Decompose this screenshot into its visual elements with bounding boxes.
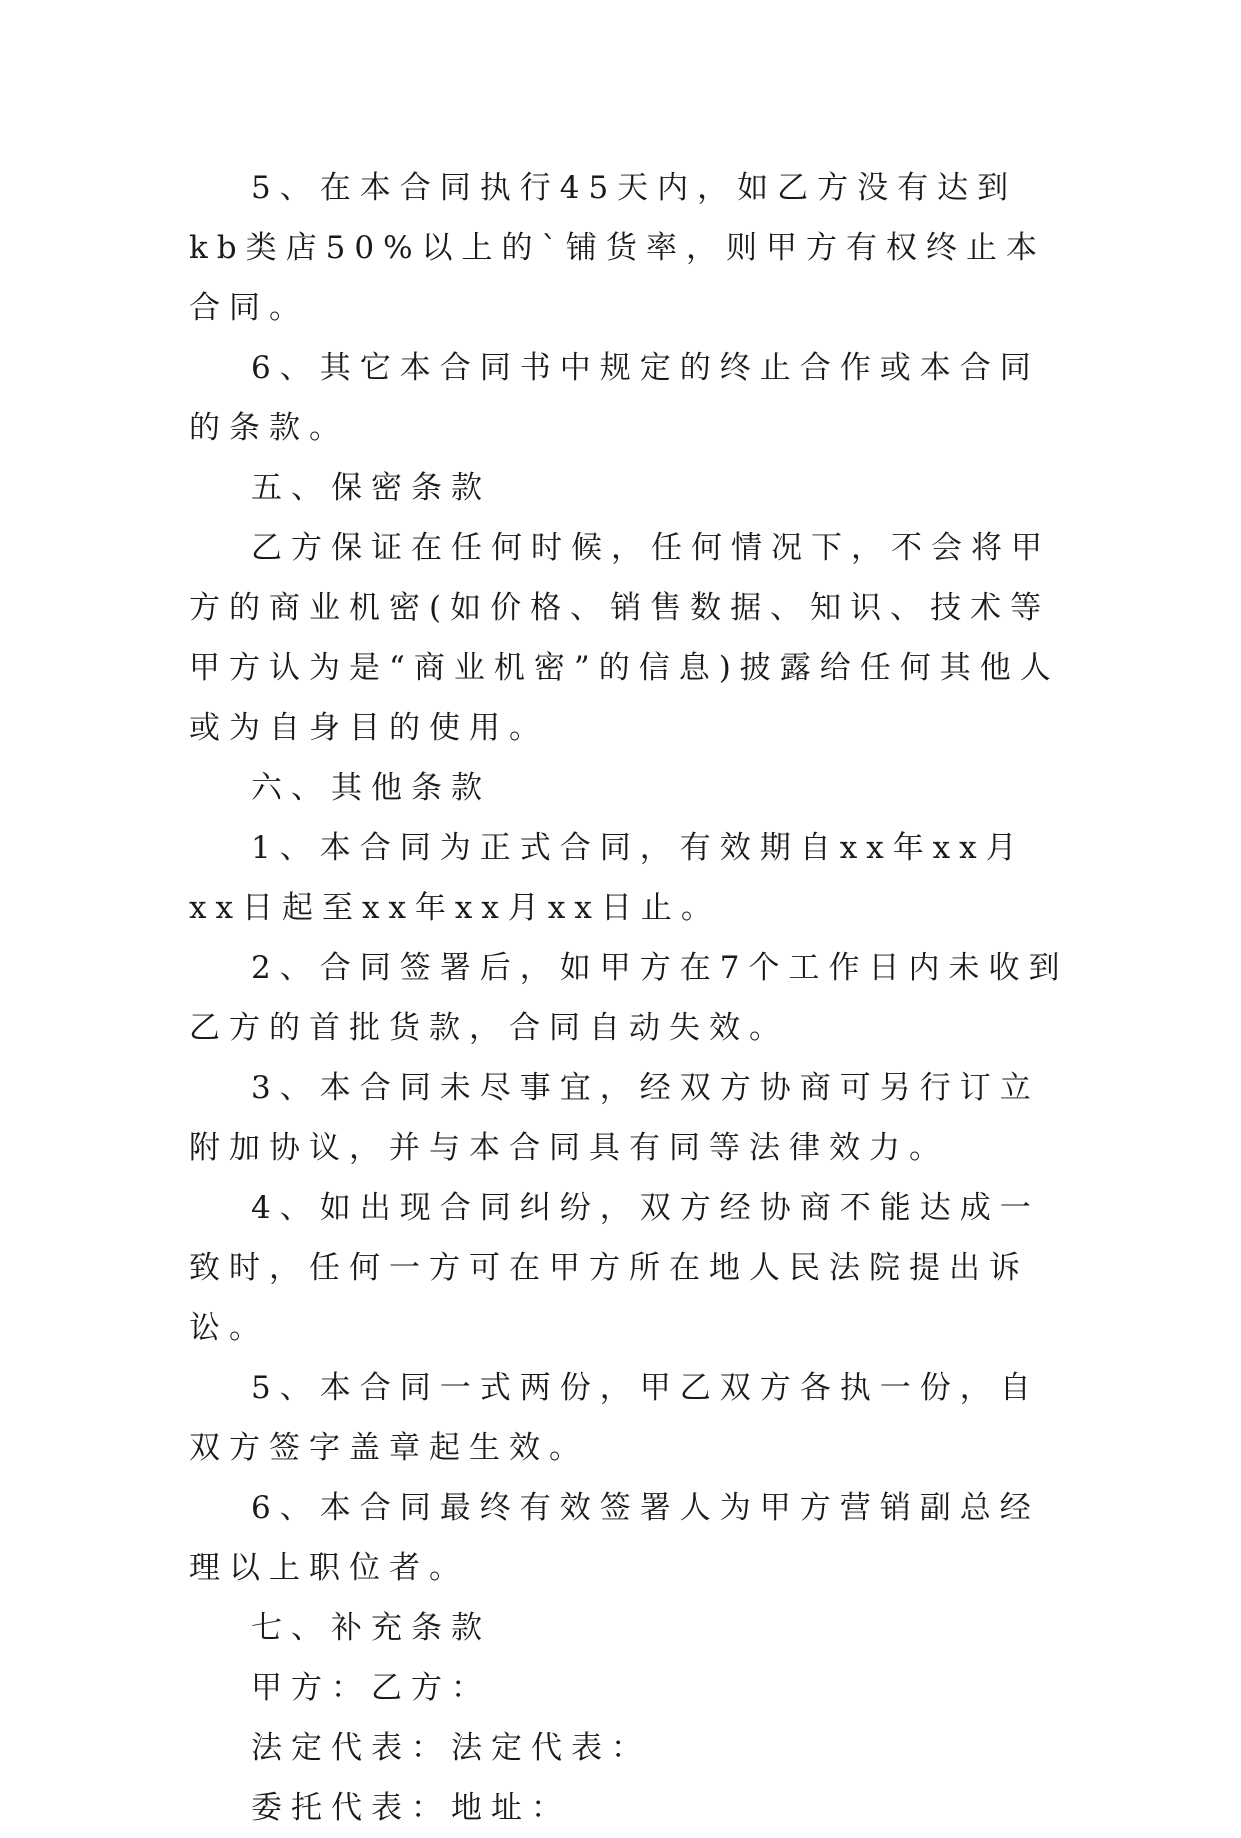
section-heading-supplementary-terms: 七、补充条款 — [251, 1610, 491, 1646]
clause-6-6-paragraph: 6、本合同最终有效签署人为甲方营销副总经理以上职位者。 — [189, 1490, 1040, 1586]
clause-4-5-paragraph: 5、在本合同执行45天内，如乙方没有达到kb类店50%以上的`铺货率，则甲方有权终止本合同。 — [189, 170, 1047, 326]
clause-4-6-paragraph: 6、其它本合同书中规定的终止合作或本合同的条款。 — [189, 350, 1040, 446]
section-heading-other-terms: 六、其他条款 — [251, 770, 491, 806]
clause-6-1-paragraph: 1、本合同为正式合同，有效期自xx年xx月xx日起至xx年xx月xx日止。 — [189, 830, 1026, 926]
section-heading-confidentiality: 五、保密条款 — [251, 470, 491, 506]
signature-line-parties: 甲方：乙方： — [251, 1670, 491, 1706]
clause-6-5-paragraph: 5、本合同一式两份，甲乙双方各执一份，自双方签字盖章起生效。 — [189, 1370, 1040, 1466]
signature-line-legal-representative: 法定代表：法定代表： — [251, 1730, 651, 1766]
confidentiality-paragraph: 乙方保证在任何时候，任何情况下，不会将甲方的商业机密(如价格、销售数据、知识、技术等甲方认为是“商业机密”的信息)披露给任何其他人或为自身目的使用。 — [189, 530, 1060, 746]
document-body — [189, 158, 1069, 1838]
clause-6-3-paragraph: 3、本合同未尽事宜，经双方协商可另行订立附加协议，并与本合同具有同等法律效力。 — [189, 1070, 1040, 1166]
clause-6-4-paragraph: 4、如出现合同纠纷，双方经协商不能达成一致时，任何一方可在甲方所在地人民法院提出诉讼。 — [189, 1190, 1040, 1346]
clause-6-2-paragraph: 2、合同签署后，如甲方在7个工作日内未收到乙方的首批货款，合同自动失效。 — [189, 950, 1069, 1046]
signature-line-agent-address: 委托代表：地址： — [251, 1790, 571, 1826]
